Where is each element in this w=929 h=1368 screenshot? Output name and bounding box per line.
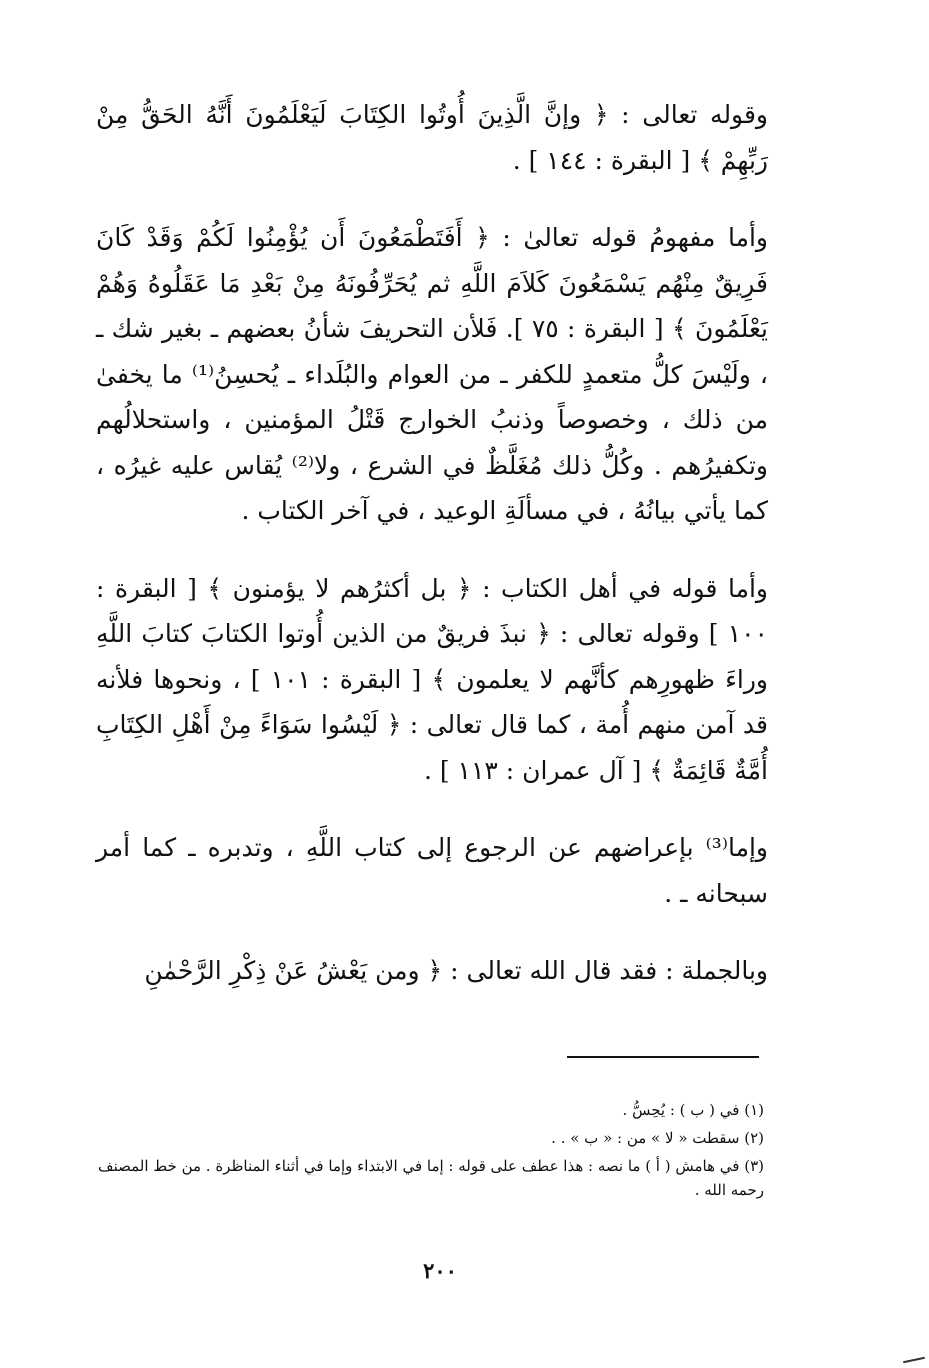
scan-edge-mark [903,1357,925,1364]
paragraph-4: وإما⁽³⁾ بإعراضهم عن الرجوع إلى كتاب اللَّهِ ، وتدبره ـ كما أمر سبحانه ـ . [96,833,768,908]
footnotes [96,1098,764,1206]
main-text [96,92,768,1026]
footnote-separator [567,1056,759,1058]
paragraph-3: وأما قوله في أهل الكتاب : ﴿ بل أكثرُهم لا يؤمنون ﴾ [ البقرة : ١٠٠ ] وقوله تعالى : ﴿ نبذَ فريقٌ من الذين أُوتوا الكتابَ كتابَ اللَّهِ وراءَ ظهورِهم كأنَّهم لا يعلمون ﴾ [ البقرة : ١٠١ ] ، ونحوها فلأنه قد آمن منهم أُمة ، كما قال تعالى : ﴿ لَيْسُوا سَوَاءً مِنْ أَهْلِ الكِتَابِ أُمَّةٌ قَائِمَةٌ ﴾ [ آل عمران : ١١٣ ] . [96,573,768,785]
page-number: ٢٠٠ [423,1258,457,1283]
footnote-1: (١) في ( ب ) : يُحِسُّ . [622,1101,764,1119]
footnote-3: (٣) في هامش ( أ ) ما نصه : هذا عطف على قوله : إما في الابتداء وإما في أثناء المناظرة . من خط المصنف رحمه الله . [98,1157,764,1199]
paragraph-5: وبالجملة : فقد قال الله تعالى : ﴿ ومن يَعْشُ عَنْ ذِكْرِ الرَّحْمٰنِ [144,956,768,985]
paragraph-2: وأما مفهومُ قوله تعالىٰ : ﴿ أَفَتَطْمَعُونَ أَن يُؤْمِنُوا لَكُمْ وَقَدْ كَانَ فَرِيقٌ مِنْهُم يَسْمَعُونَ كَلاَمَ اللَّهِ ثم يُحَرِّفُونَهُ مِنْ بَعْدِ مَا عَقَلُوهُ وَهُمْ يَعْلَمُونَ ﴾ [ البقرة : ٧٥ ]. فَلأن التحريفَ شأنُ بعضهم ـ بغير شك ـ ، ولَيْسَ كلُّ متعمدٍ للكفر ـ من العوام والبُلَداء ـ يُحسِنُ⁽¹⁾ ما يخفىٰ من ذلك ، وخصوصاً وذنبُ الخوارج قَتْلُ المؤمنين ، واستحلالُهم وتكفيرُهم . وكُلُّ ذلك مُغَلَّظٌ في الشرع ، ولا⁽²⁾ يُقاس عليه غيرُه ، كما يأتي بيانُهُ ، في مسألَةِ الوعيد ، في آخر الكتاب . [96,223,768,525]
paragraph-1: وقوله تعالى : ﴿ وإنَّ الَّذِينَ أُوتُوا الكِتَابَ لَيَعْلَمُونَ أَنَّهُ الحَقُّ مِنْ رَبِّهِمْ ﴾ [ البقرة : ١٤٤ ] . [96,100,768,175]
footnote-2: (٢) سقطت « لا » من : « ب » . . [551,1129,764,1147]
